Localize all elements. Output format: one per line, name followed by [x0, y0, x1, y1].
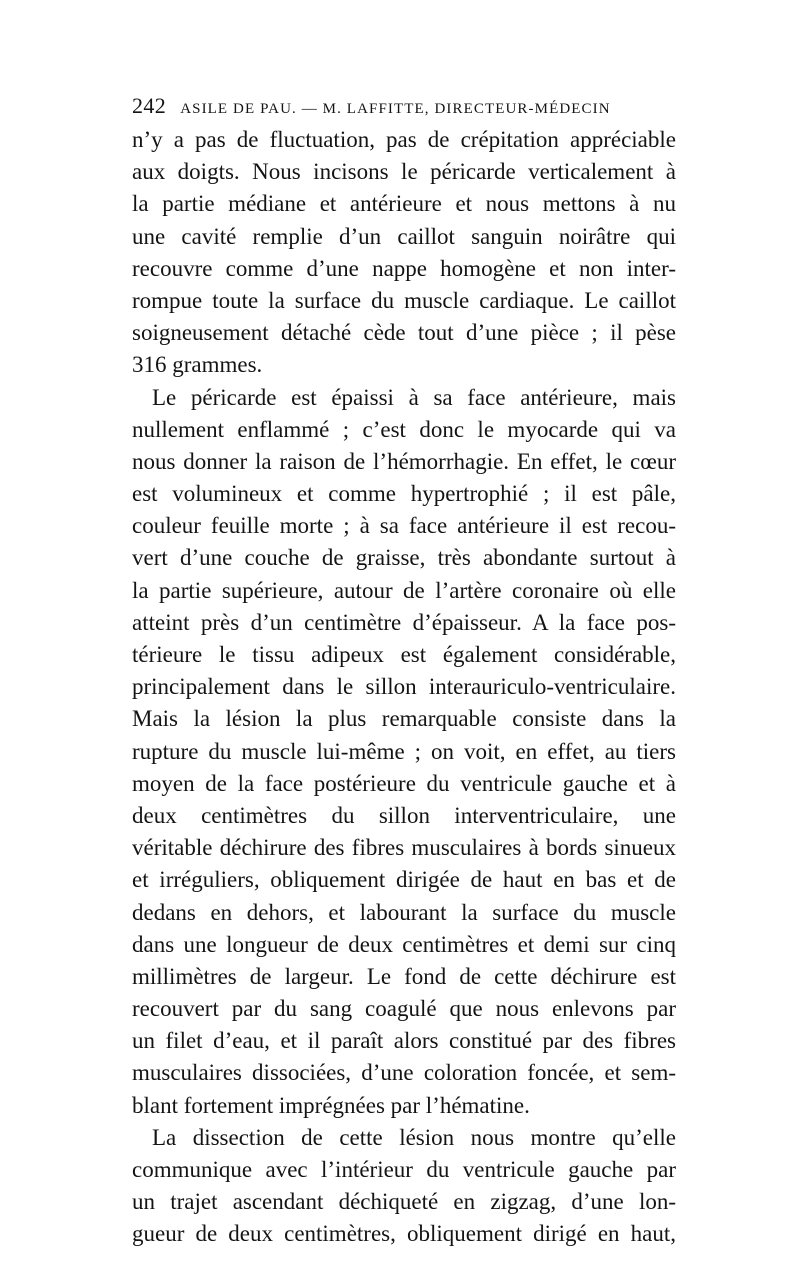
text-line: communique avec l’intérieur du ventricule gauche par	[132, 1157, 676, 1182]
text-line: aux doigts. Nous incisons le péricarde verticalement à	[132, 159, 676, 185]
text-line: gueur de deux centimètres, obliquement dirigé en haut,	[132, 1221, 676, 1247]
text-line: moyen de la face postérieure du ventricule gauche et à	[132, 770, 676, 796]
text-line: millimètres de largeur. Le fond de cette déchirure est	[132, 963, 676, 989]
text-line: la partie médiane et antérieure et nous mettons à nu	[132, 191, 676, 217]
text-line: atteint près d’un centimètre d’épaisseur. A la face pos-	[132, 609, 676, 635]
body-text	[132, 124, 676, 1251]
text-line: soigneusement détaché cède tout d’une pièce ; il pèse	[132, 320, 676, 346]
text-line: recouvert par du sang coagulé que nous enlevons par	[132, 996, 676, 1022]
text-line: nous donner la raison de l’hémorrhagie. En effet, le cœur	[132, 448, 676, 474]
text-line: un filet d’eau, et il paraît alors constitué par des fibres	[132, 1028, 676, 1054]
text-line: 316 grammes.	[132, 352, 263, 378]
text-line: recouvre comme d’une nappe homogène et non inter-	[132, 255, 676, 281]
text-line: musculaires dissociées, d’une coloration foncée, et sem-	[132, 1060, 676, 1086]
text-line: une cavité remplie d’un caillot sanguin noirâtre qui	[132, 223, 676, 249]
page-number: 242	[132, 93, 167, 118]
text-line: térieure le tissu adipeux est également considérable,	[132, 642, 676, 667]
text-line: un trajet ascendant déchiqueté en zigzag, d’une lon-	[132, 1189, 676, 1215]
text-line: vert d’une couche de graisse, très abondante surtout à	[132, 545, 676, 571]
text-line: est volumineux et comme hypertrophié ; il est pâle,	[132, 481, 676, 507]
text-line: blant fortement imprégnées par l’hématine.	[132, 1092, 530, 1118]
text-line: dans une longueur de deux centimètres et demi sur cinq	[132, 931, 676, 957]
text-line: dedans en dehors, et labourant la surface du muscle	[132, 899, 676, 925]
text-line: véritable déchirure des fibres musculaires à bords sinueux	[132, 835, 676, 861]
running-head-title: ASILE DE PAU. — M. LAFFITTE, DIRECTEUR-MÉDECIN	[180, 101, 611, 117]
running-head	[132, 93, 672, 121]
text-line: deux centimètres du sillon interventriculaire, une	[132, 802, 676, 828]
text-line: Mais la lésion la plus remarquable consiste dans la	[132, 706, 676, 732]
text-line: et irréguliers, obliquement dirigée de haut en bas et de	[132, 867, 676, 893]
text-line: principalement dans le sillon interauriculo-ventriculaire.	[132, 674, 676, 700]
text-line: La dissection de cette lésion nous montre qu’elle	[152, 1124, 676, 1150]
text-line: couleur feuille morte ; à sa face antérieure il est recou-	[132, 513, 676, 539]
text-line: nullement enflammé ; c’est donc le myocarde qui va	[132, 416, 676, 442]
text-line: rompue toute la surface du muscle cardiaque. Le caillot	[132, 287, 676, 313]
text-line: n’y a pas de fluctuation, pas de crépitation appréciable	[132, 127, 676, 152]
text-line: Le péricarde est épaissi à sa face antérieure, mais	[152, 384, 676, 410]
text-line: rupture du muscle lui-même ; on voit, en effet, au tiers	[132, 738, 676, 764]
text-line: la partie supérieure, autour de l’artère coronaire où elle	[132, 577, 676, 603]
